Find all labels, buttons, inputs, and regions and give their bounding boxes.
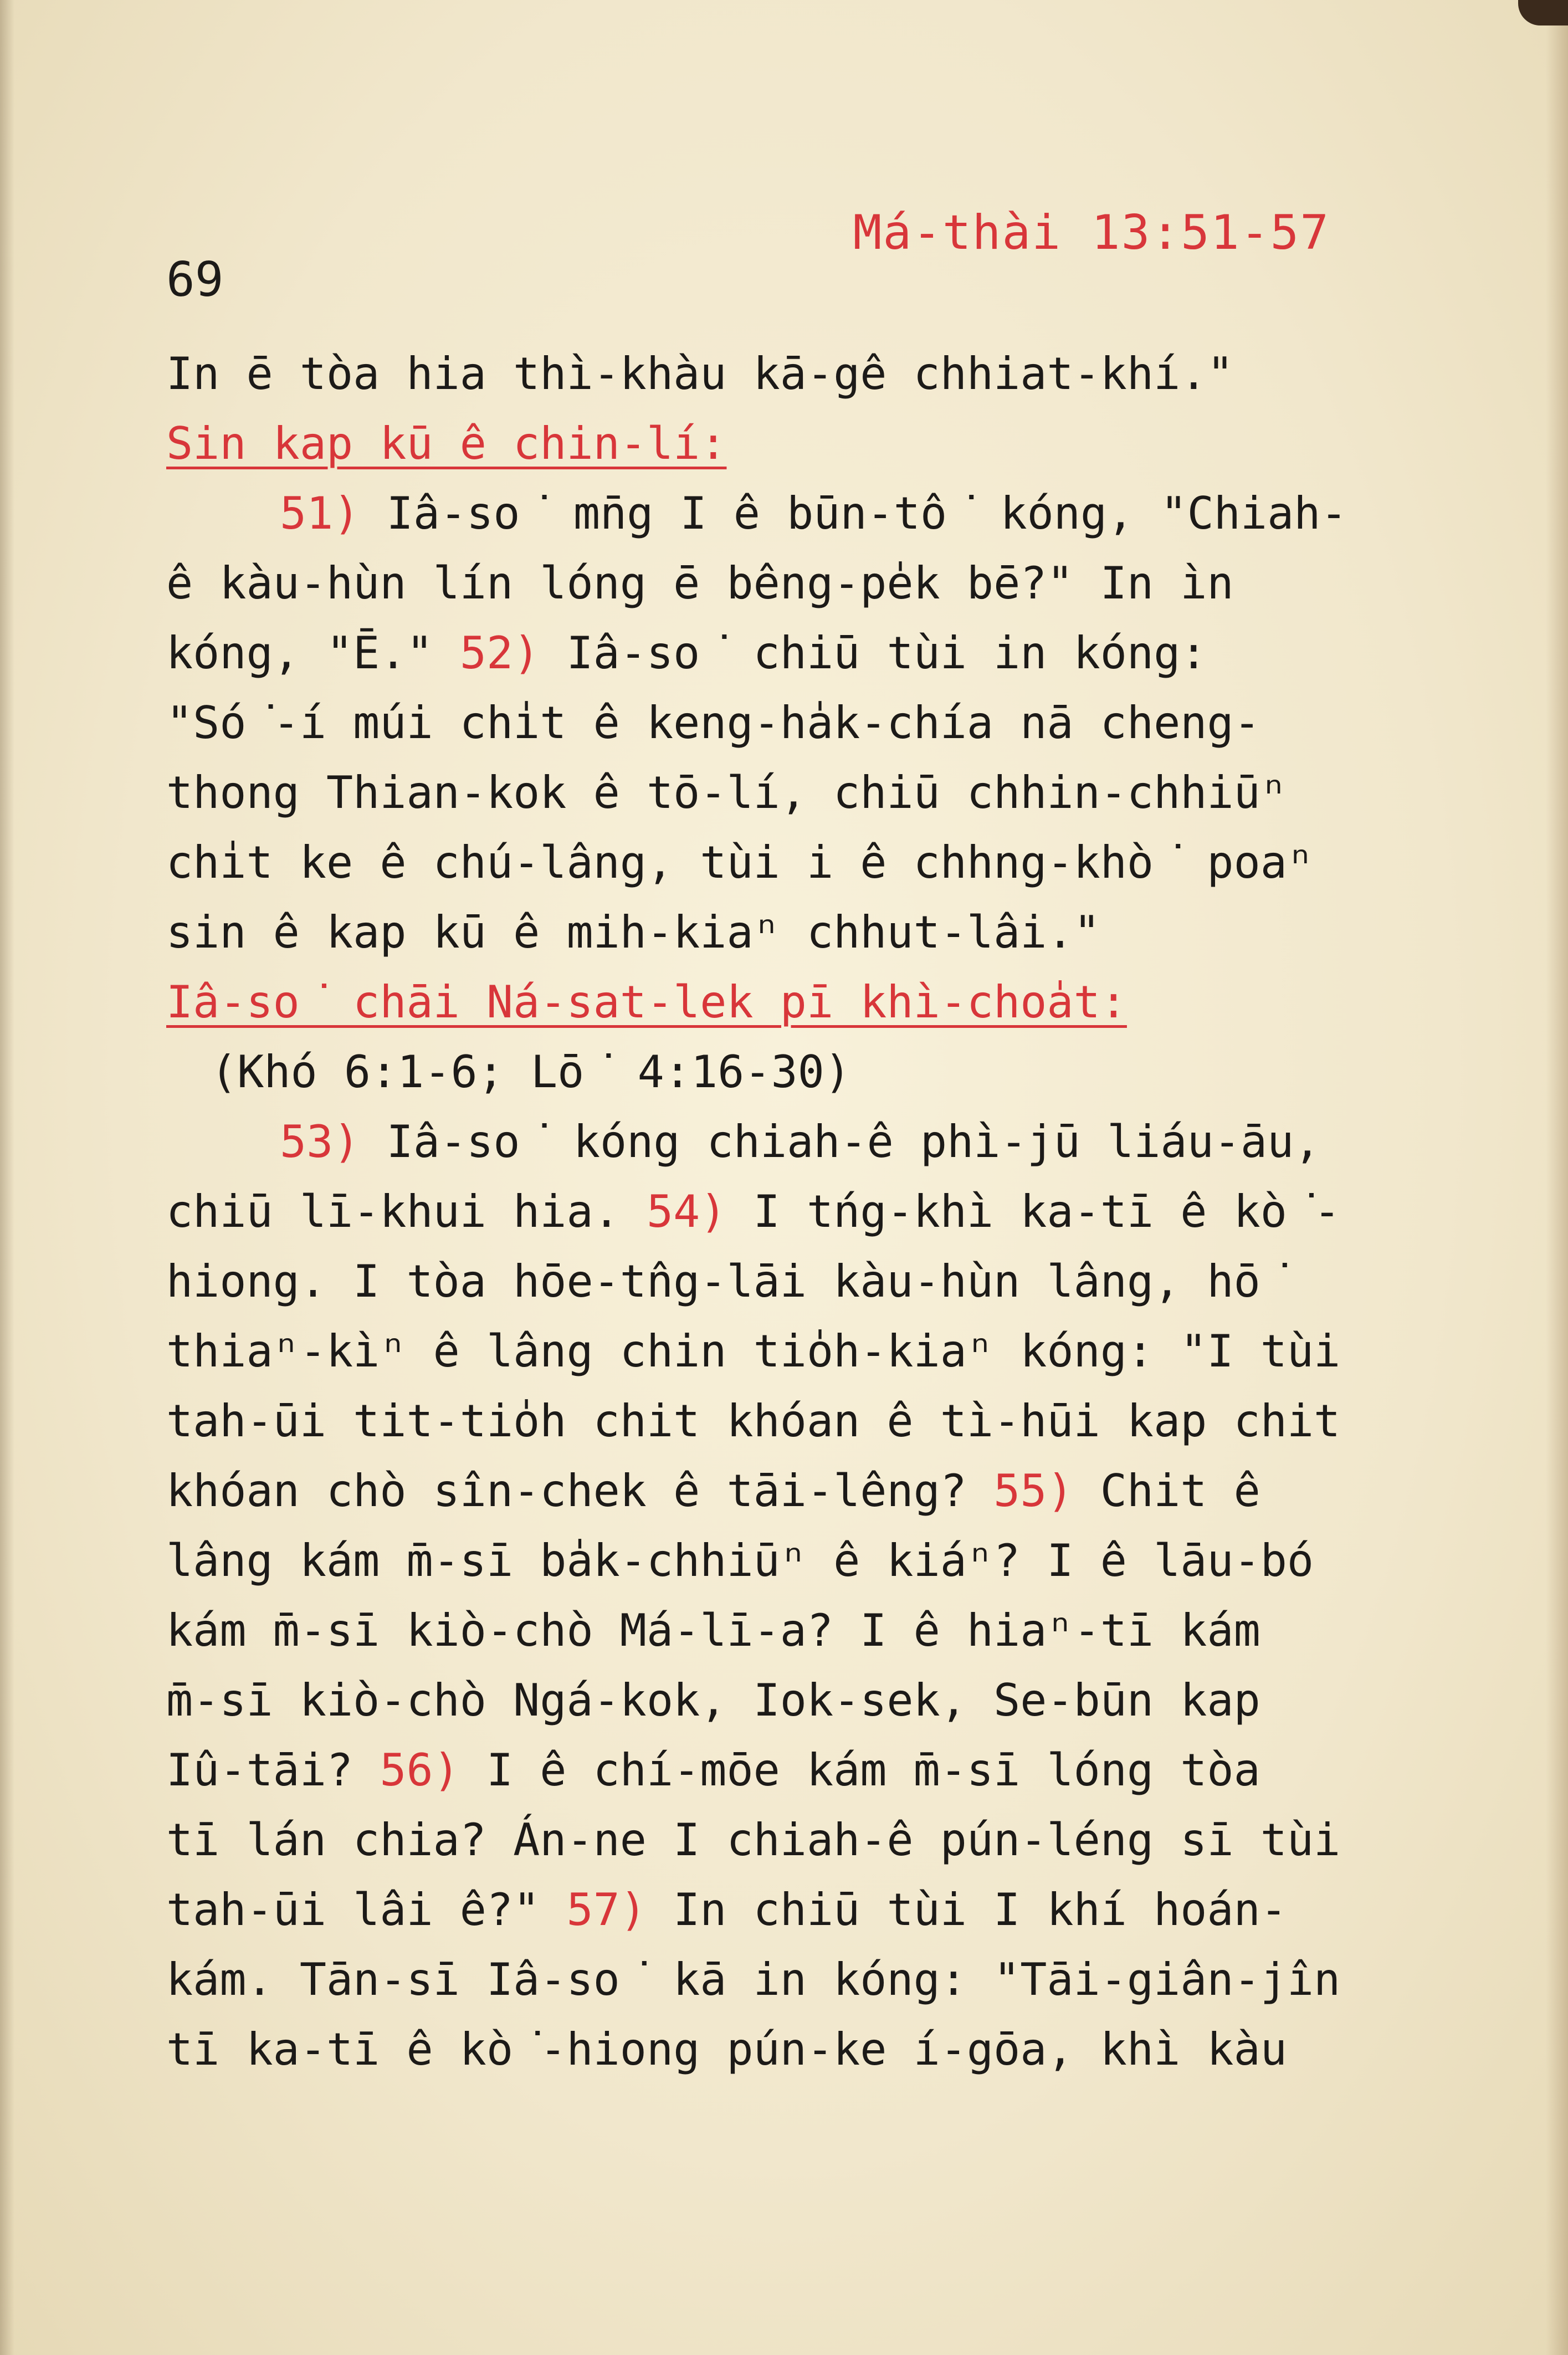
text-line (166, 1945, 1441, 2015)
section-heading-line (166, 967, 1441, 1037)
line-text: kám. Tān-sī Iâ-so͘ kā in kóng: "Tāi-giân-jîn (166, 1954, 1341, 2005)
text-line (166, 618, 1441, 688)
section-heading: Iâ-so͘ chāi Ná-sat-lek pī khì-choa̍t: (166, 976, 1127, 1028)
text-line (166, 688, 1441, 758)
text-line (166, 479, 1441, 549)
line-text: I tńg-khì ka-tī ê kò͘- (726, 1186, 1341, 1237)
section-heading: Sin kap kū ê chin-lí: (166, 418, 727, 469)
line-text: tah-ūi lâi ê?" (166, 1884, 567, 1936)
line-text: ê kàu-hùn lín lóng ē bêng-pe̍k bē?" In ìn (166, 557, 1234, 609)
cross-reference-line (166, 1037, 1441, 1107)
text-line (166, 1107, 1441, 1177)
verse-number: 57) (566, 1884, 647, 1936)
line-text: "Só͘-í múi chi̍t ê keng-ha̍k-chía nā cheng- (166, 697, 1260, 749)
line-text: chi̍t ke ê chú-lâng, tùi i ê chhng-khò͘ poaⁿ (166, 837, 1314, 888)
page-shadow-right (1546, 0, 1568, 2355)
line-text: kóng, "Ē." (166, 627, 460, 679)
text-line (166, 1177, 1441, 1247)
line-text: In ē tòa hia thì-khàu kā-gê chhiat-khí." (166, 348, 1234, 400)
page-number: 69 (166, 252, 224, 308)
text-line (166, 1735, 1441, 1805)
body-text (166, 339, 1441, 2085)
text-line (166, 1456, 1441, 1526)
line-text: tī lán chia? Án-ne I chiah-ê pún-léng sī tùi (166, 1814, 1341, 1866)
text-line (166, 828, 1441, 898)
text-line (166, 339, 1441, 409)
line-text: khóan chò sîn-chek ê tāi-lêng? (166, 1465, 994, 1517)
line-text: thiaⁿ-kìⁿ ê lâng chin tio̍h-kiaⁿ kóng: "I tùi (166, 1325, 1341, 1377)
line-text: hiong. I tòa hōe-tn̂g-lāi kàu-hùn lâng, hō͘ (166, 1256, 1287, 1307)
verse-number: 54) (646, 1186, 727, 1237)
line-text: sin ê kap kū ê mih-kiaⁿ chhut-lâi." (166, 907, 1100, 958)
cross-reference: (Khó 6:1-6; Lō͘ 4:16-30) (211, 1046, 851, 1098)
line-text: Iâ-so͘ chiū tùi in kóng: (540, 627, 1207, 679)
running-head: Má-thài 13:51-57 (853, 205, 1330, 260)
section-heading-line (166, 409, 1441, 479)
verse-number: 52) (459, 627, 540, 679)
verse-number: 56) (380, 1744, 460, 1796)
page-shadow-left (0, 0, 14, 2355)
text-line (166, 1247, 1441, 1317)
line-text: Iâ-so͘ mn̄g I ê būn-tô͘ kóng, "Chiah- (360, 488, 1347, 539)
line-text: In chiū tùi I khí hoán- (646, 1884, 1287, 1936)
verse-number: 51) (280, 488, 360, 539)
text-line (166, 1805, 1441, 1875)
line-text: thong Thian-kok ê tō-lí, chiū chhin-chhiūⁿ (166, 767, 1287, 818)
text-line (166, 1596, 1441, 1666)
text-line (166, 1666, 1441, 1735)
line-text: Iû-tāi? (166, 1744, 380, 1796)
verse-number: 55) (993, 1465, 1074, 1517)
line-text: lâng kám m̄-sī ba̍k-chhiūⁿ ê kiáⁿ? I ê lāu-bó (166, 1535, 1314, 1586)
line-text: tah-ūi tit-tio̍h chit khóan ê tì-hūi kap chit (166, 1395, 1341, 1447)
text-line (166, 549, 1441, 618)
text-line (166, 1317, 1441, 1386)
text-line (166, 1526, 1441, 1596)
line-text: m̄-sī kiò-chò Ngá-kok, Iok-sek, Se-būn kap (166, 1675, 1260, 1726)
line-text: Iâ-so͘ kóng chiah-ê phì-jū liáu-āu, (360, 1116, 1321, 1168)
text-line (166, 1386, 1441, 1456)
text-line (166, 898, 1441, 967)
line-text: chiū lī-khui hia. (166, 1186, 647, 1237)
line-text: Chit ê (1073, 1465, 1260, 1517)
verse-number: 53) (280, 1116, 360, 1168)
line-text: I ê chí-mōe kám m̄-sī lóng tòa (459, 1744, 1260, 1796)
line-text: tī ka-tī ê kò͘-hiong pún-ke í-gōa, khì kàu (166, 2024, 1287, 2075)
text-line (166, 2015, 1441, 2085)
text-line (166, 1875, 1441, 1945)
line-text: kám m̄-sī kiò-chò Má-lī-a? I ê hiaⁿ-tī kám (166, 1605, 1260, 1656)
text-line (166, 758, 1441, 828)
page-corner-mark (1518, 0, 1568, 25)
